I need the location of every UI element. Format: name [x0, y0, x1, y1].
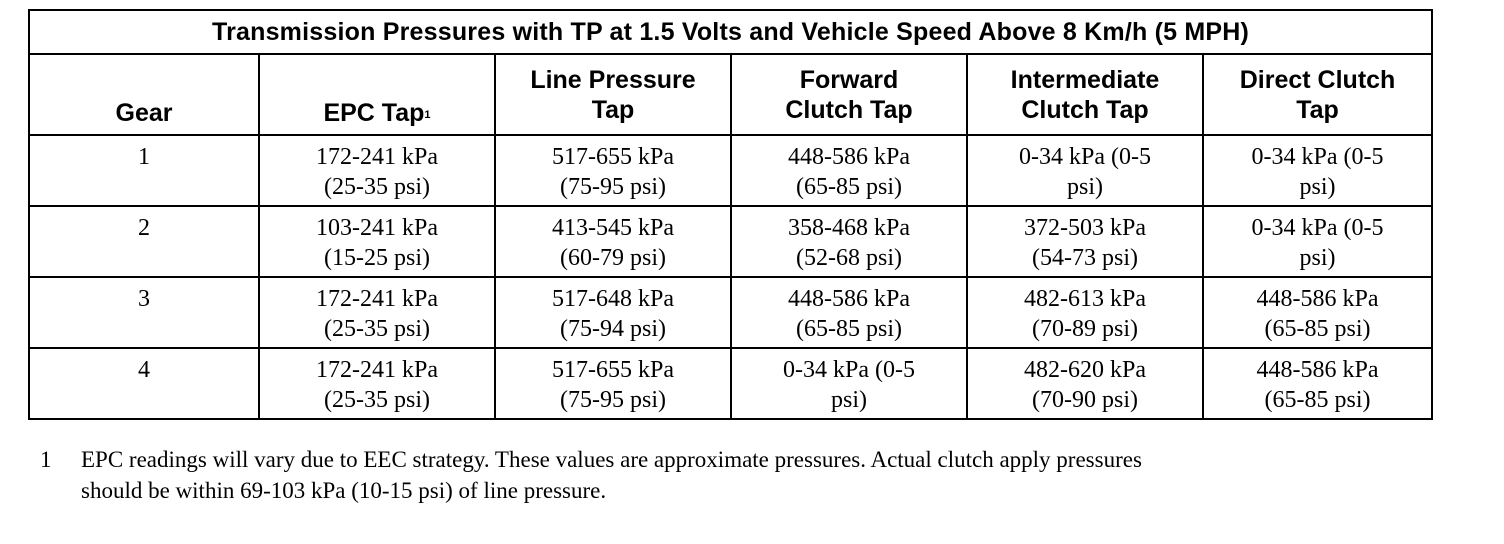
direct-kpa: 448-586 kPa	[1256, 286, 1379, 312]
line-psi: (75-95 psi)	[560, 387, 666, 413]
header-direct-clutch-tap	[1203, 54, 1432, 135]
footnote-marker: 1	[40, 447, 52, 472]
intermediate-kpa: 0-34 kPa (0-5	[1019, 144, 1151, 170]
intermediate-cell	[967, 348, 1203, 419]
epc-cell	[259, 135, 495, 206]
line-psi: (75-95 psi)	[560, 174, 666, 200]
forward-kpa: 448-586 kPa	[788, 144, 910, 170]
footnote-text	[81, 444, 1440, 506]
header-line-pressure-tap	[495, 54, 731, 135]
direct-cell	[1203, 135, 1432, 206]
line-cell	[495, 135, 731, 206]
header-direct-label-1: Direct Clutch	[1239, 65, 1396, 94]
intermediate-cell	[967, 135, 1203, 206]
header-intermediate-label-1: Intermediate	[1010, 65, 1160, 94]
direct-cell	[1203, 348, 1432, 419]
header-intermediate-label-2: Clutch Tap	[1021, 95, 1149, 124]
line-cell	[495, 348, 731, 419]
direct-psi: psi)	[1299, 174, 1336, 200]
direct-cell	[1203, 277, 1432, 348]
header-forward-label-1: Forward	[799, 65, 899, 94]
forward-psi: (65-85 psi)	[796, 316, 902, 342]
direct-psi: (65-85 psi)	[1264, 387, 1371, 413]
header-forward-clutch-tap	[731, 54, 967, 135]
header-forward-label-2: Clutch Tap	[785, 95, 913, 124]
direct-kpa: 0-34 kPa (0-5	[1251, 215, 1384, 241]
direct-cell	[1203, 206, 1432, 277]
line-kpa: 517-655 kPa	[552, 144, 674, 170]
intermediate-psi: (70-90 psi)	[1032, 387, 1138, 413]
gear-cell	[29, 348, 259, 419]
line-kpa: 517-648 kPa	[552, 286, 674, 312]
epc-kpa: 172-241 kPa	[316, 357, 438, 383]
transmission-pressure-table	[28, 9, 1433, 420]
gear-cell	[29, 277, 259, 348]
direct-psi: psi)	[1299, 245, 1336, 271]
header-direct-label-2: Tap	[1296, 95, 1339, 124]
intermediate-psi: psi)	[1067, 174, 1103, 200]
intermediate-kpa: 372-503 kPa	[1024, 215, 1146, 241]
pressure-table-container	[28, 9, 1431, 420]
forward-cell	[731, 135, 967, 206]
epc-psi: (25-35 psi)	[324, 387, 430, 413]
forward-psi: (52-68 psi)	[796, 245, 902, 271]
forward-cell	[731, 277, 967, 348]
direct-kpa: 448-586 kPa	[1256, 357, 1379, 383]
header-line-label-1: Line Pressure	[530, 65, 696, 94]
table-row	[29, 135, 1432, 206]
epc-cell	[259, 348, 495, 419]
intermediate-kpa: 482-613 kPa	[1024, 286, 1146, 312]
table-title: Transmission Pressures with TP at 1.5 Volts and Vehicle Speed Above 8 Km/h (5 MPH)	[29, 10, 1432, 54]
intermediate-psi: (54-73 psi)	[1032, 245, 1138, 271]
header-intermediate-clutch-tap	[967, 54, 1203, 135]
gear-value: 2	[138, 215, 150, 241]
line-psi: (60-79 psi)	[560, 245, 666, 271]
footnote-reference: 1	[424, 109, 431, 121]
table-row	[29, 348, 1432, 419]
direct-kpa: 0-34 kPa (0-5	[1251, 144, 1384, 170]
gear-cell	[29, 135, 259, 206]
epc-psi: (25-35 psi)	[324, 316, 430, 342]
table-row	[29, 206, 1432, 277]
header-gear-label: Gear	[115, 99, 173, 127]
forward-kpa: 0-34 kPa (0-5	[783, 357, 915, 383]
header-epc-tap	[259, 54, 495, 135]
line-kpa: 413-545 kPa	[552, 215, 674, 241]
line-kpa: 517-655 kPa	[552, 357, 674, 383]
epc-psi: (15-25 psi)	[324, 245, 430, 271]
epc-kpa: 172-241 kPa	[316, 286, 438, 312]
header-gear	[29, 54, 259, 135]
line-cell	[495, 277, 731, 348]
epc-kpa: 172-241 kPa	[316, 144, 438, 170]
title-row	[29, 10, 1432, 54]
header-row	[29, 54, 1432, 135]
direct-psi: (65-85 psi)	[1264, 316, 1371, 342]
forward-psi: psi)	[831, 387, 867, 413]
line-cell	[495, 206, 731, 277]
line-psi: (75-94 psi)	[560, 316, 666, 342]
epc-kpa: 103-241 kPa	[316, 215, 438, 241]
forward-kpa: 448-586 kPa	[788, 286, 910, 312]
intermediate-kpa: 482-620 kPa	[1024, 357, 1146, 383]
footnote-line-2: should be within 69-103 kPa (10-15 psi) of line pressure.	[81, 478, 607, 503]
epc-cell	[259, 206, 495, 277]
header-epc-label: EPC Tap	[323, 99, 425, 127]
epc-cell	[259, 277, 495, 348]
intermediate-psi: (70-89 psi)	[1032, 316, 1138, 342]
table-row	[29, 277, 1432, 348]
forward-cell	[731, 206, 967, 277]
intermediate-cell	[967, 206, 1203, 277]
epc-psi: (25-35 psi)	[324, 174, 430, 200]
gear-cell	[29, 206, 259, 277]
forward-psi: (65-85 psi)	[796, 174, 902, 200]
footnote-line-1: EPC readings will vary due to EEC strategy. These values are approximate pressures. Actual clutch apply pressures	[81, 447, 1142, 472]
forward-kpa: 358-468 kPa	[788, 215, 910, 241]
forward-cell	[731, 348, 967, 419]
header-line-label-2: Tap	[591, 95, 635, 124]
gear-value: 3	[138, 286, 150, 312]
intermediate-cell	[967, 277, 1203, 348]
gear-value: 1	[138, 144, 150, 170]
gear-value: 4	[138, 357, 150, 383]
footnote	[40, 444, 1440, 506]
